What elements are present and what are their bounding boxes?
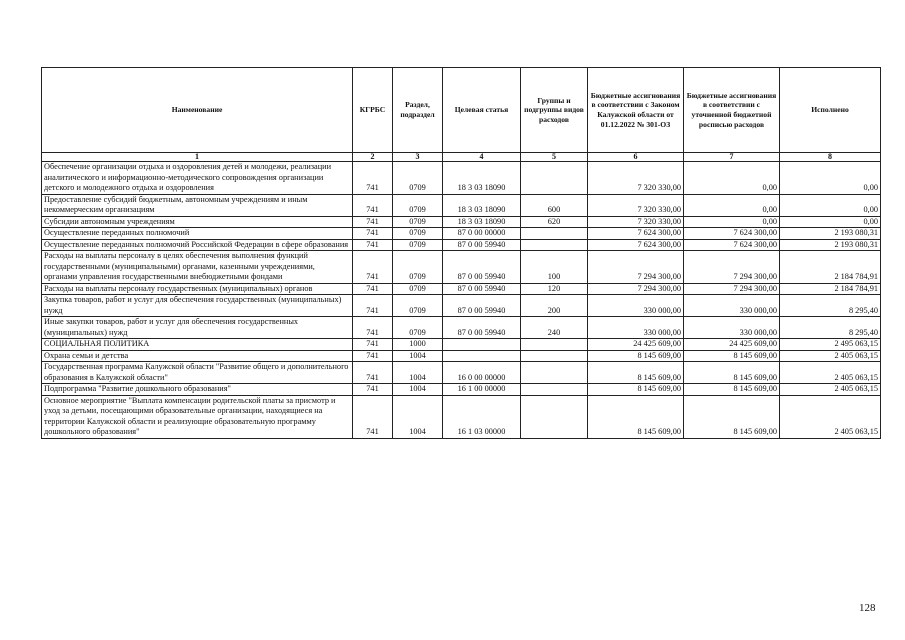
header-kgrbs: КГРБС bbox=[353, 68, 393, 153]
table-body bbox=[42, 162, 881, 439]
cell-executed: 2 495 063,15 bbox=[780, 339, 881, 351]
cell-executed: 0,00 bbox=[780, 162, 881, 195]
cell-target: 16 0 00 00000 bbox=[443, 362, 521, 384]
cell-target: 87 0 00 59940 bbox=[443, 317, 521, 339]
header-section: Раздел, подраздел bbox=[393, 68, 443, 153]
cell-section: 1004 bbox=[393, 362, 443, 384]
header-target: Целевая статья bbox=[443, 68, 521, 153]
cell-kgrbs: 741 bbox=[353, 283, 393, 295]
cell-target: 87 0 00 59940 bbox=[443, 295, 521, 317]
cell-law: 7 624 300,00 bbox=[588, 228, 684, 240]
table-row bbox=[42, 384, 881, 396]
cell-law: 8 145 609,00 bbox=[588, 395, 684, 438]
header-refined: Бюджетные ассигнования в соответствии с уточненной бюджетной росписью расходов bbox=[684, 68, 780, 153]
cell-name: Осуществление переданных полномочий Российской Федерации в сфере образования bbox=[42, 239, 353, 251]
table-row bbox=[42, 295, 881, 317]
cell-group bbox=[521, 339, 588, 351]
cell-section: 1004 bbox=[393, 384, 443, 396]
cell-group: 100 bbox=[521, 251, 588, 284]
cell-executed: 2 405 063,15 bbox=[780, 395, 881, 438]
column-number: 3 bbox=[393, 153, 443, 162]
cell-target: 87 0 00 59940 bbox=[443, 239, 521, 251]
table-row bbox=[42, 228, 881, 240]
cell-section: 0709 bbox=[393, 239, 443, 251]
cell-law: 24 425 609,00 bbox=[588, 339, 684, 351]
cell-executed: 0,00 bbox=[780, 194, 881, 216]
cell-target: 87 0 00 59940 bbox=[443, 251, 521, 284]
cell-law: 7 320 330,00 bbox=[588, 216, 684, 228]
cell-executed: 8 295,40 bbox=[780, 295, 881, 317]
cell-law: 7 624 300,00 bbox=[588, 239, 684, 251]
cell-refined: 8 145 609,00 bbox=[684, 384, 780, 396]
table-row bbox=[42, 317, 881, 339]
column-number: 4 bbox=[443, 153, 521, 162]
cell-law: 330 000,00 bbox=[588, 295, 684, 317]
cell-kgrbs: 741 bbox=[353, 395, 393, 438]
column-number: 8 bbox=[780, 153, 881, 162]
column-number: 7 bbox=[684, 153, 780, 162]
cell-group bbox=[521, 350, 588, 362]
cell-target: 16 1 00 00000 bbox=[443, 384, 521, 396]
cell-section: 0709 bbox=[393, 216, 443, 228]
cell-name: Осуществление переданных полномочий bbox=[42, 228, 353, 240]
cell-section: 0709 bbox=[393, 162, 443, 195]
cell-kgrbs: 741 bbox=[353, 194, 393, 216]
header-groups: Группы и подгруппы видов расходов bbox=[521, 68, 588, 153]
column-number: 6 bbox=[588, 153, 684, 162]
table-row bbox=[42, 194, 881, 216]
cell-section: 1004 bbox=[393, 350, 443, 362]
cell-refined: 8 145 609,00 bbox=[684, 395, 780, 438]
column-number: 2 bbox=[353, 153, 393, 162]
table-row bbox=[42, 216, 881, 228]
cell-group bbox=[521, 162, 588, 195]
column-number: 1 bbox=[42, 153, 353, 162]
cell-refined: 330 000,00 bbox=[684, 317, 780, 339]
header-executed: Исполнено bbox=[780, 68, 881, 153]
cell-law: 7 294 300,00 bbox=[588, 251, 684, 284]
cell-group: 620 bbox=[521, 216, 588, 228]
cell-kgrbs: 741 bbox=[353, 239, 393, 251]
cell-section: 0709 bbox=[393, 251, 443, 284]
cell-section: 0709 bbox=[393, 317, 443, 339]
cell-name: Обеспечение организации отдыха и оздоровления детей и молодежи, реализации аналитического и информационно-методического сопровождения организации детского и молодежного отдыха и оздоровления bbox=[42, 162, 353, 195]
cell-group: 240 bbox=[521, 317, 588, 339]
cell-refined: 0,00 bbox=[684, 162, 780, 195]
cell-name: Иные закупки товаров, работ и услуг для обеспечения государственных (муниципальных) нужд bbox=[42, 317, 353, 339]
cell-refined: 7 624 300,00 bbox=[684, 228, 780, 240]
cell-group bbox=[521, 239, 588, 251]
cell-kgrbs: 741 bbox=[353, 295, 393, 317]
cell-section: 0709 bbox=[393, 283, 443, 295]
cell-name: Охрана семьи и детства bbox=[42, 350, 353, 362]
cell-executed: 2 405 063,15 bbox=[780, 384, 881, 396]
cell-name: Подпрограмма "Развитие дошкольного образования" bbox=[42, 384, 353, 396]
cell-kgrbs: 741 bbox=[353, 350, 393, 362]
cell-executed: 2 405 063,15 bbox=[780, 350, 881, 362]
cell-executed: 8 295,40 bbox=[780, 317, 881, 339]
table-row bbox=[42, 339, 881, 351]
cell-section: 0709 bbox=[393, 194, 443, 216]
cell-section: 1000 bbox=[393, 339, 443, 351]
cell-name: Субсидии автономным учреждениям bbox=[42, 216, 353, 228]
cell-group bbox=[521, 384, 588, 396]
cell-refined: 0,00 bbox=[684, 194, 780, 216]
cell-law: 8 145 609,00 bbox=[588, 384, 684, 396]
cell-law: 8 145 609,00 bbox=[588, 362, 684, 384]
cell-section: 0709 bbox=[393, 295, 443, 317]
cell-refined: 7 294 300,00 bbox=[684, 283, 780, 295]
table-row bbox=[42, 162, 881, 195]
table-row bbox=[42, 395, 881, 438]
cell-refined: 24 425 609,00 bbox=[684, 339, 780, 351]
cell-executed: 2 184 784,91 bbox=[780, 283, 881, 295]
cell-target bbox=[443, 350, 521, 362]
header-name: Наименование bbox=[42, 68, 353, 153]
cell-group bbox=[521, 395, 588, 438]
cell-group bbox=[521, 228, 588, 240]
cell-executed: 2 184 784,91 bbox=[780, 251, 881, 284]
cell-name: Расходы на выплаты персоналу в целях обеспечения выполнения функций государственными (муниципальными) органами, казенными учреждениями, органами управления государственными внебюджетными фондами bbox=[42, 251, 353, 284]
cell-group bbox=[521, 362, 588, 384]
cell-refined: 7 624 300,00 bbox=[684, 239, 780, 251]
cell-name: Расходы на выплаты персоналу государственных (муниципальных) органов bbox=[42, 283, 353, 295]
table-row bbox=[42, 362, 881, 384]
cell-kgrbs: 741 bbox=[353, 362, 393, 384]
cell-refined: 7 294 300,00 bbox=[684, 251, 780, 284]
cell-target: 18 3 03 18090 bbox=[443, 194, 521, 216]
cell-name: Закупка товаров, работ и услуг для обеспечения государственных (муниципальных) нужд bbox=[42, 295, 353, 317]
cell-kgrbs: 741 bbox=[353, 339, 393, 351]
cell-target: 18 3 03 18090 bbox=[443, 216, 521, 228]
cell-law: 7 320 330,00 bbox=[588, 194, 684, 216]
cell-executed: 2 405 063,15 bbox=[780, 362, 881, 384]
cell-refined: 8 145 609,00 bbox=[684, 350, 780, 362]
cell-executed: 2 193 080,31 bbox=[780, 239, 881, 251]
cell-executed: 2 193 080,31 bbox=[780, 228, 881, 240]
cell-group: 200 bbox=[521, 295, 588, 317]
table-header-row bbox=[42, 68, 881, 153]
column-number-row bbox=[42, 153, 881, 162]
cell-law: 8 145 609,00 bbox=[588, 350, 684, 362]
cell-law: 7 320 330,00 bbox=[588, 162, 684, 195]
cell-group: 600 bbox=[521, 194, 588, 216]
cell-kgrbs: 741 bbox=[353, 216, 393, 228]
cell-target: 18 3 03 18090 bbox=[443, 162, 521, 195]
column-number: 5 bbox=[521, 153, 588, 162]
cell-section: 0709 bbox=[393, 228, 443, 240]
cell-kgrbs: 741 bbox=[353, 317, 393, 339]
cell-law: 7 294 300,00 bbox=[588, 283, 684, 295]
cell-kgrbs: 741 bbox=[353, 251, 393, 284]
cell-target bbox=[443, 339, 521, 351]
cell-group: 120 bbox=[521, 283, 588, 295]
table-row bbox=[42, 251, 881, 284]
page-number: 128 bbox=[859, 602, 876, 614]
table-row bbox=[42, 283, 881, 295]
table-row bbox=[42, 350, 881, 362]
cell-refined: 330 000,00 bbox=[684, 295, 780, 317]
cell-kgrbs: 741 bbox=[353, 162, 393, 195]
cell-name: Основное мероприятие "Выплата компенсации родительской платы за присмотр и уход за детьми, посещающими образовательные организации, находящиеся на территории Калужской области и реализующие образовательную программу дошкольного образования" bbox=[42, 395, 353, 438]
cell-target: 87 0 00 00000 bbox=[443, 228, 521, 240]
cell-name: Предоставление субсидий бюджетным, автономным учреждениям и иным некоммерческим организациям bbox=[42, 194, 353, 216]
cell-refined: 0,00 bbox=[684, 216, 780, 228]
cell-name: Государственная программа Калужской области "Развитие общего и дополнительного образования в Калужской области" bbox=[42, 362, 353, 384]
cell-target: 16 1 03 00000 bbox=[443, 395, 521, 438]
table-row bbox=[42, 239, 881, 251]
cell-kgrbs: 741 bbox=[353, 384, 393, 396]
cell-target: 87 0 00 59940 bbox=[443, 283, 521, 295]
cell-section: 1004 bbox=[393, 395, 443, 438]
cell-refined: 8 145 609,00 bbox=[684, 362, 780, 384]
budget-table bbox=[41, 67, 881, 439]
cell-executed: 0,00 bbox=[780, 216, 881, 228]
cell-law: 330 000,00 bbox=[588, 317, 684, 339]
cell-name: СОЦИАЛЬНАЯ ПОЛИТИКА bbox=[42, 339, 353, 351]
cell-kgrbs: 741 bbox=[353, 228, 393, 240]
header-law: Бюджетные ассигнования в соответствии с Законом Калужской области от 01.12.2022 № 301-ОЗ bbox=[588, 68, 684, 153]
